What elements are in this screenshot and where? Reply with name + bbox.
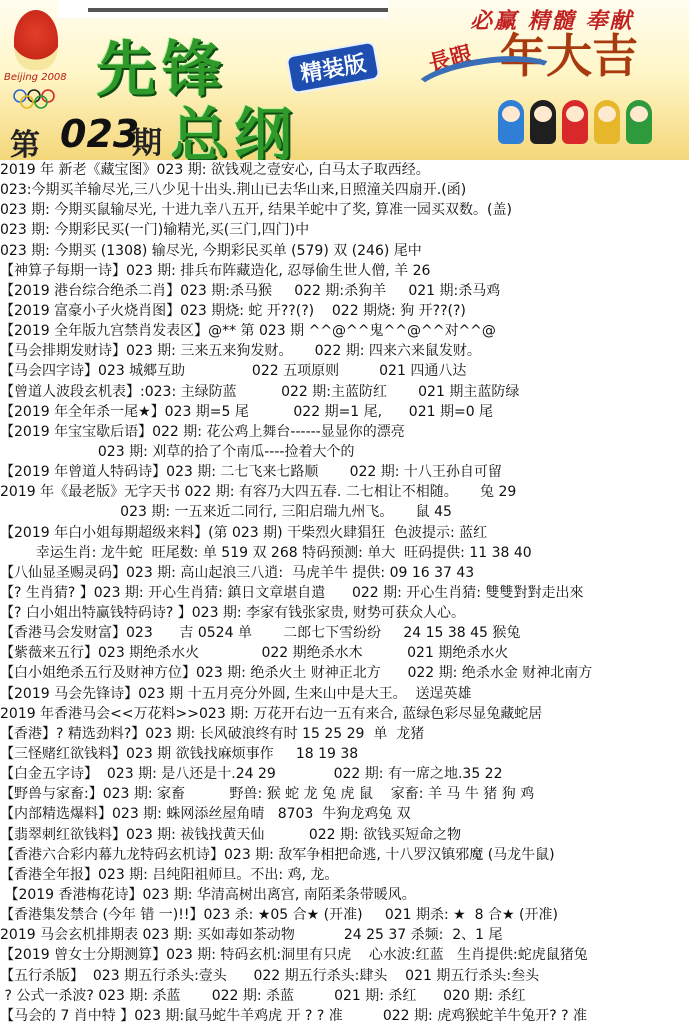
text-line: 【曾道人波段玄机表】:023: 主绿防蓝 022 期:主蓝防红 021 期主蓝防绿 xyxy=(0,383,520,400)
text-line: 【五行杀版】 023 期五行杀头:壹头 022 期五行杀头:肆头 021 期五行杀头:叁头 xyxy=(0,967,540,984)
issue-label: 第 xyxy=(10,128,40,160)
text-line: 2019 年香港马会<<万花料>>023 期: 万花开右边一五有来合, 蓝绿色彩尽显兔藏蛇居 xyxy=(0,705,543,722)
text-line: 【2019 富豪小子火烧肖图】023 期烧: 蛇 开??(?) 022 期烧: 狗 开??(?) xyxy=(0,302,466,319)
text-line: 【神算子每期一诗】023 期: 排兵布阵藏造化, 忍辱偷生世人僧, 羊 26 xyxy=(0,262,431,279)
top-strip xyxy=(58,0,388,18)
mascot-green-icon xyxy=(626,100,652,144)
olympic-logo-text: Beijing 2008 xyxy=(4,72,67,83)
text-line: 【白金五字诗】 023 期: 是八还是十.24 29 022 期: 有一席之地.35 22 xyxy=(0,766,503,783)
text-line: 【马会的 7 肖中特 】023 期:鼠马蛇牛羊鸡虎 开 ? ? 准 022 期: 虎鸡猴蛇羊牛兔开? ? 准 xyxy=(0,1007,587,1024)
banner-title-top: 先锋 xyxy=(96,35,228,105)
olympic-emblem-icon xyxy=(14,10,58,70)
text-line: 【2019 年全年杀一尾★】023 期=5 尾 022 期=1 尾, 021 期=0 尾 xyxy=(0,403,494,420)
banner-subtitle-right: 年大吉 xyxy=(500,29,638,83)
olympic-rings-icon xyxy=(10,88,70,110)
text-line: 【八仙显圣赐灵码】023 期: 高山起浪三八逍: 马虎羊牛 提供: 09 16 37 43 xyxy=(0,564,475,581)
text-line: 2019 马会玄机排期表 023 期: 买如毒如茶动物 24 25 37 杀频: 2、1 尾 xyxy=(0,927,503,944)
mascot-yellow-icon xyxy=(594,100,620,144)
text-line: 【2019 全年版九宫禁肖发表区】@** 第 023 期 ^^@^^鬼^^@^^对^^@ xyxy=(0,323,496,340)
text-line: 023:今期买羊输尽光,三八少见十出头.荆山已去华山来,日照潼关四扇开.(函) xyxy=(0,182,467,199)
banner-title-bottom: 总纲 xyxy=(170,101,299,160)
text-line: 2019 年 新老《藏宝图》023 期: 欲钱观之壹安心, 白马太子取西经。 xyxy=(0,162,430,178)
text-line: 幸运生肖: 龙牛蛇 旺尾数: 单 519 双 268 特码预测: 单大 旺码提供: 11 38 40 xyxy=(0,544,532,561)
text-line: 023 期: 今期彩民买(一门)输精光,买(三门,四门)中 xyxy=(0,222,310,239)
text-line: 【马会四字诗】023 城郷互助 022 五项原则 021 四通八达 xyxy=(0,363,467,380)
issue-suffix: 期 xyxy=(132,126,162,160)
mascot-blue-icon xyxy=(498,100,524,144)
text-line: 023 期: 一五来近二同行, 三阳启瑞九州飞。 鼠 45 xyxy=(0,504,452,521)
text-line: 2019 年《最老版》无字天书 022 期: 有容乃大四五春. 二七相让不相随。 兔 29 xyxy=(0,484,517,501)
text-line: 【紫薇来五行】023 期绝杀水火 022 期绝杀水木 021 期绝杀水火 xyxy=(0,645,509,662)
text-line: 【2019 年曾道人特码诗】023 期: 二七飞来七路顺 022 期: 十八王孙自可留 xyxy=(0,464,502,481)
text-line: 【白小姐绝杀五行及财神方位】023 期: 绝杀火土 财神正北方 022 期: 绝杀水金 财神北南方 xyxy=(0,665,593,682)
text-line: 023 期: 今期买 (1308) 输尽光, 今期彩民买单 (579) 双 (246) 尾中 xyxy=(0,242,422,259)
text-line: 【2019 年白小姐每期超级来料】(第 023 期) 干柴烈火肆猖狂 色波提示: 蓝红 xyxy=(0,524,488,541)
text-line: 【香港六合彩内幕九龙特码玄机诗】023 期: 敌军争相把命逃, 十八罗汉镇邪魔 (马龙牛鼠) xyxy=(0,846,555,863)
text-line: 023 期: 刈草的拾了个南瓜----捡着大个的 xyxy=(0,443,355,460)
text-line: 【香港】? 精选劲料?】023 期: 长风破浪终有时 15 25 29 单 龙猪 xyxy=(0,725,425,742)
text-line: 【2019 港台综合绝杀二肖】023 期:杀马猴 022 期:杀狗羊 021 期:杀马鸡 xyxy=(0,282,501,299)
text-line: 【2019 曾女士分期测算】023 期: 特码玄机:洞里有只虎 心水波:红蓝 生肖提供:蛇虎鼠猪兔 xyxy=(0,947,588,964)
edition-badge: 精装版 xyxy=(285,40,380,94)
header-banner xyxy=(0,0,689,160)
text-line: 023 期: 今期买鼠输尽光, 十进九幸八五开, 结果羊蛇中了奖, 算准一园买双数。(盖) xyxy=(0,202,512,219)
mascot-red-icon xyxy=(562,100,588,144)
text-line: 【2019 香港梅花诗】023 期: 华清高树出离宫, 南陌柔条带暖风。 xyxy=(0,887,416,904)
mascot-black-icon xyxy=(530,100,556,144)
text-line: 【香港集发禁合 (今年 错 一)!!】023 杀: ★05 合★ (开准) 021 期杀: ★ 8 合★ (开准) xyxy=(0,907,558,924)
text-line: 【香港全年报】023 期: 吕纯阳祖师旦。不出: 鸡, 龙。 xyxy=(0,866,339,883)
text-line: 【香港马会发财富】023 吉 0524 单 二郎七下雪纷纷 24 15 38 45 猴兔 xyxy=(0,625,521,642)
text-line: 【野兽与家畜:】023 期: 家畜 野兽: 猴 蛇 龙 兔 虎 鼠 家畜: 羊 马 牛 猪 狗 鸡 xyxy=(0,786,535,803)
text-line: 【三怪赌红欲钱料】023 期 欲钱找麻烦事作 18 19 38 xyxy=(0,746,359,763)
text-line: 【翡翠刺红欲钱料】023 期: 祓钱找黄天仙 022 期: 欲钱买短命之物 xyxy=(0,826,462,843)
text-line: ? 公式一杀波? 023 期: 杀蓝 022 期: 杀蓝 021 期: 杀红 020 期: 杀红 xyxy=(0,987,526,1004)
text-line: 【? 生肖猜? 】023 期: 开心生肖猜: 鎮日文章堪自遣 022 期: 开心生肖猜: 雙雙對對走出來 xyxy=(0,584,584,601)
issue-number: 023 xyxy=(60,112,140,156)
banner-tagline: 必赢 精髓 奉献 xyxy=(470,9,634,34)
text-line: 【? 白小姐出特赢钱特码诗? 】023 期: 李家有钱张家贵, 财势可获众人心。 xyxy=(0,605,465,622)
text-line: 【2019 马会先锋诗】023 期 十五月亮分外圆, 生来山中是大王。 送逞英雄 xyxy=(0,685,472,702)
text-line: 【内部精选爆料】023 期: 蛛网添丝屋角晴 8703 牛狗龙鸡兔 双 xyxy=(0,806,411,823)
text-line: 【2019 年宝宝歇后语】022 期: 花公鸡上舞台------显显你的漂亮 xyxy=(0,423,405,440)
banner-subtitle-left: 長跟 xyxy=(426,41,475,77)
text-line: 【马会排期发财诗】023 期: 三来五来狗发财。 022 期: 四来六来鼠发财。 xyxy=(0,343,481,360)
